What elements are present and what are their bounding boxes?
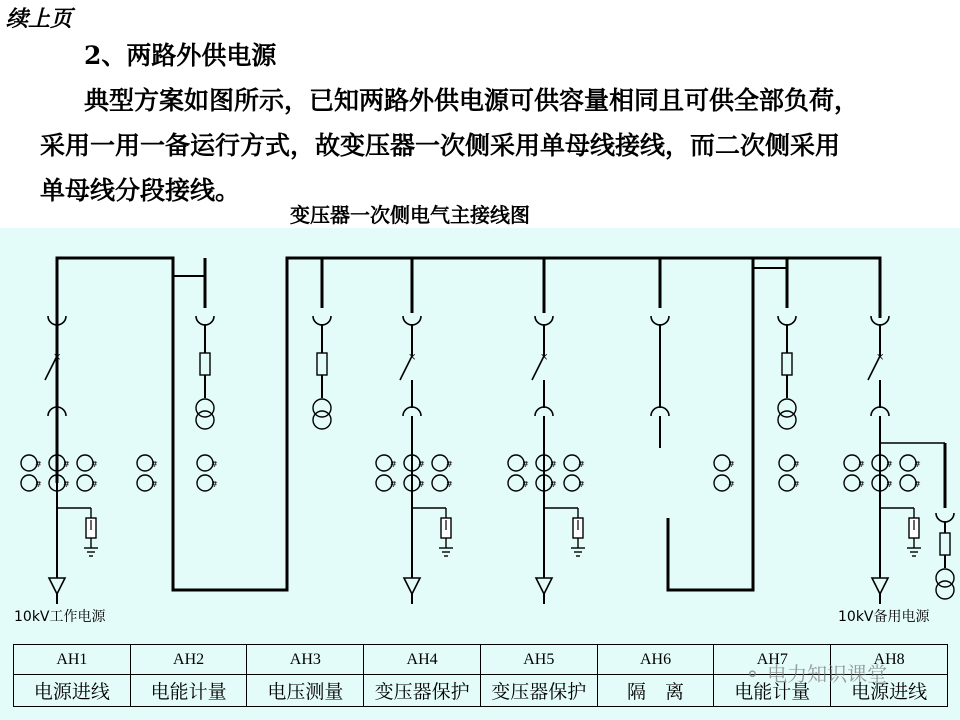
vt-icon [778,411,796,429]
wiring-diagram-svg [0,228,960,638]
ct-mark: # [728,460,735,469]
panel-code: AH4 [364,645,481,675]
section-heading: 2、两路外供电源 [84,41,277,70]
paragraph-line-1: 典型方案如图所示，已知两路外供电源可供容量相同且可供全部负荷， [84,86,860,115]
wechat-icon: ⚬ [744,662,761,686]
watermark-text: 电力知识课堂 [767,662,888,686]
ct-mark: # [390,460,397,469]
description-paragraph [40,78,940,213]
paragraph-line-3: 单母线分段接线。 [40,176,241,205]
breaker-mark: × [540,352,549,363]
ct-mark: # [63,460,70,469]
cable-head-icon [404,578,420,594]
fuse-icon [782,353,792,375]
ct-mark: # [914,460,921,469]
ct-mark: # [91,480,98,489]
contact-icon [196,316,214,325]
vt-icon [936,581,954,599]
ct-mark: # [418,480,425,489]
ct-mark: # [446,460,453,469]
source-label-left: 10kV工作电源 [14,609,106,625]
contact-icon [651,316,669,325]
breaker-mark: × [876,352,885,363]
ct-mark: # [522,460,529,469]
ct-mark: # [858,480,865,489]
contact-icon [535,407,553,416]
panel-name: 电源进线 [14,675,131,707]
ct-mark: # [550,480,557,489]
panel-code: AH8 [831,645,948,675]
panel-name: 隔 离 [597,675,714,707]
cable-head-icon [872,578,888,594]
ct-mark: # [63,480,70,489]
ct-mark: # [728,480,735,489]
contact-icon [403,316,421,325]
ct-mark: # [886,480,893,489]
panel-name: 电能计量 [130,675,247,707]
ct-mark: # [914,480,921,489]
panel-code: AH6 [597,645,714,675]
contact-icon [871,407,889,416]
ct-mark: # [91,460,98,469]
contact-icon [313,316,331,325]
watermark [744,658,887,687]
contact-icon [778,316,796,325]
panel-name: 变压器保护 [480,675,597,707]
ct-mark: # [35,480,42,489]
panel-name: 电能计量 [714,675,831,707]
panel-code: AH7 [714,645,831,675]
breaker-mark: × [408,352,417,363]
fuse-icon [317,353,327,375]
ct-mark: # [418,460,425,469]
vt-icon [313,411,331,429]
wiring-diagram [0,228,960,720]
contact-icon [936,513,954,522]
continued-label: 续上页 [6,6,73,32]
breaker-mark: × [53,352,62,363]
paragraph-line-2: 采用一用一备运行方式，故变压器一次侧采用单母线接线，而二次侧采用 [40,131,841,160]
ct-mark: # [578,480,585,489]
busbar-section [57,258,753,590]
contact-icon [535,316,553,325]
cable-head-icon [49,578,65,594]
contact-icon [403,407,421,416]
ct-mark: # [858,460,865,469]
fuse-icon [940,533,950,555]
contact-icon [651,407,669,416]
vt-icon [196,411,214,429]
ct-mark: # [793,460,800,469]
ct-mark: # [446,480,453,489]
ct-mark: # [578,460,585,469]
panel-code: AH1 [14,645,131,675]
ct-mark: # [151,480,158,489]
ct-mark: # [211,480,218,489]
panel-code: AH3 [247,645,364,675]
ct-mark: # [886,460,893,469]
ct-mark: # [35,460,42,469]
ct-mark: # [390,480,397,489]
panel-name: 电源进线 [831,675,948,707]
fuse-icon [200,353,210,375]
panel-code: AH2 [130,645,247,675]
cable-head-icon [536,578,552,594]
diagram-title: 变压器一次侧电气主接线图 [290,203,530,227]
source-label-right: 10kV备用电源 [838,609,930,625]
ct-mark: # [522,480,529,489]
panel-name: 变压器保护 [364,675,481,707]
ct-mark: # [793,480,800,489]
panel-name: 电压测量 [247,675,364,707]
ct-mark: # [550,460,557,469]
ct-mark: # [211,460,218,469]
ct-mark: # [151,460,158,469]
panel-code: AH5 [480,645,597,675]
